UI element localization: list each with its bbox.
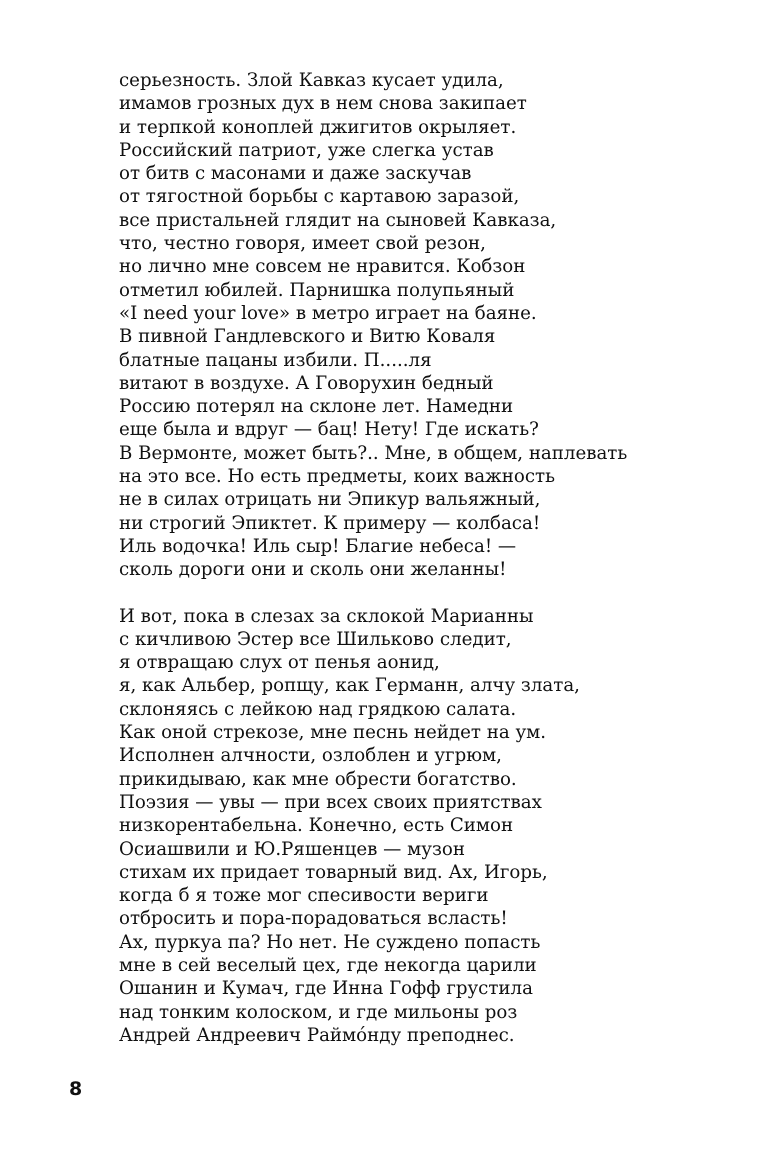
poem-line: ни строгий Эпиктет. К примеру — колбаса! [119, 512, 541, 534]
poem-line: Поэзия — увы — при всех своих приятствах [119, 791, 542, 813]
poem-line: когда б я тоже мог спесивости вериги [119, 885, 489, 907]
poem-line: Ах, пуркуа па? Но нет. Не суждено попасть [119, 931, 541, 953]
poem-line: стихам их придает товарный вид. Ах, Игорь, [119, 861, 548, 883]
poem-line: я отвращаю слух от пенья аонид, [119, 652, 440, 674]
poem-line: Российский патриот, уже слегка устав [119, 139, 494, 161]
poem-line: низкорентабельна. Конечно, есть Симон [119, 815, 514, 837]
poem-line: Как оной стрекозе, мне песнь нейдет на ум. [119, 722, 547, 744]
poem-line: что, честно говоря, имеет свой резон, [119, 233, 486, 255]
poem-line: отбросить и пора-порадоваться всласть! [119, 908, 508, 930]
poem-line: имамов грозных дух в нем снова закипает [119, 93, 527, 115]
poem-line: с кичливою Эстер все Шильково следит, [119, 628, 512, 650]
poem-line: Россию потерял на склоне лет. Намедни [119, 396, 514, 418]
poem-line: склоняясь с лейкою над грядкою салата. [119, 698, 517, 720]
poem-line: И вот, пока в слезах за склокой Марианны [119, 605, 534, 627]
stanza-1 [119, 69, 759, 582]
poem-line: Иль водочка! Иль сыр! Благие небеса! — [119, 535, 517, 557]
poem-line: от битв с масонами и даже заскучав [119, 163, 472, 185]
poem-line: я, как Альбер, ропщу, как Германн, алчу злата, [119, 675, 580, 697]
poem-line: «I need your love» в метро играет на баяне. [119, 302, 537, 324]
poem-line: отметил юбилей. Парнишка полупьяный [119, 279, 515, 301]
poem-line: от тягостной борьбы с картавою заразой, [119, 186, 520, 208]
poem-text [119, 69, 759, 1047]
poem-line: все пристальней глядит на сыновей Кавказа, [119, 209, 557, 231]
poem-line: еще была и вдруг — бац! Нету! Где искать? [119, 419, 539, 441]
poem-line: В Вермонте, может быть?.. Мне, в общем, наплевать [119, 442, 628, 464]
poem-line: на это все. Но есть предметы, коих важность [119, 466, 556, 488]
poem-line: и терпкой коноплей джигитов окрыляет. [119, 116, 517, 138]
poem-line: сколь дороги они и сколь они желанны! [119, 559, 507, 581]
poem-line: мне в сей веселый цех, где некогда царили [119, 954, 537, 976]
poem-line: витают в воздухе. А Говорухин бедный [119, 372, 494, 394]
poem-line: но лично мне совсем не нравится. Кобзон [119, 256, 526, 278]
stanza-2 [119, 605, 759, 1048]
poem-line: Андрей Андреевич Раймо́нду преподнес. [119, 1024, 515, 1046]
poem-line: Осиашвили и Ю.Ряшенцев — музон [119, 838, 465, 860]
page-number: 8 [69, 1078, 83, 1100]
poem-line: серьезность. Злой Кавказ кусает удила, [119, 70, 504, 91]
poem-line: блатные пацаны избили. П.....ля [119, 349, 432, 371]
poem-line: над тонким колоском, и где мильоны роз [119, 1001, 518, 1023]
poem-line: Исполнен алчности, озлоблен и угрюм, [119, 745, 502, 767]
poem-line: В пивной Гандлевского и Витю Коваля [119, 326, 496, 348]
poem-line: не в силах отрицать ни Эпикур вальяжный, [119, 489, 541, 511]
poem-line: Ошанин и Кумач, где Инна Гофф грустила [119, 978, 533, 1000]
poem-line: прикидываю, как мне обрести богатство. [119, 768, 517, 790]
